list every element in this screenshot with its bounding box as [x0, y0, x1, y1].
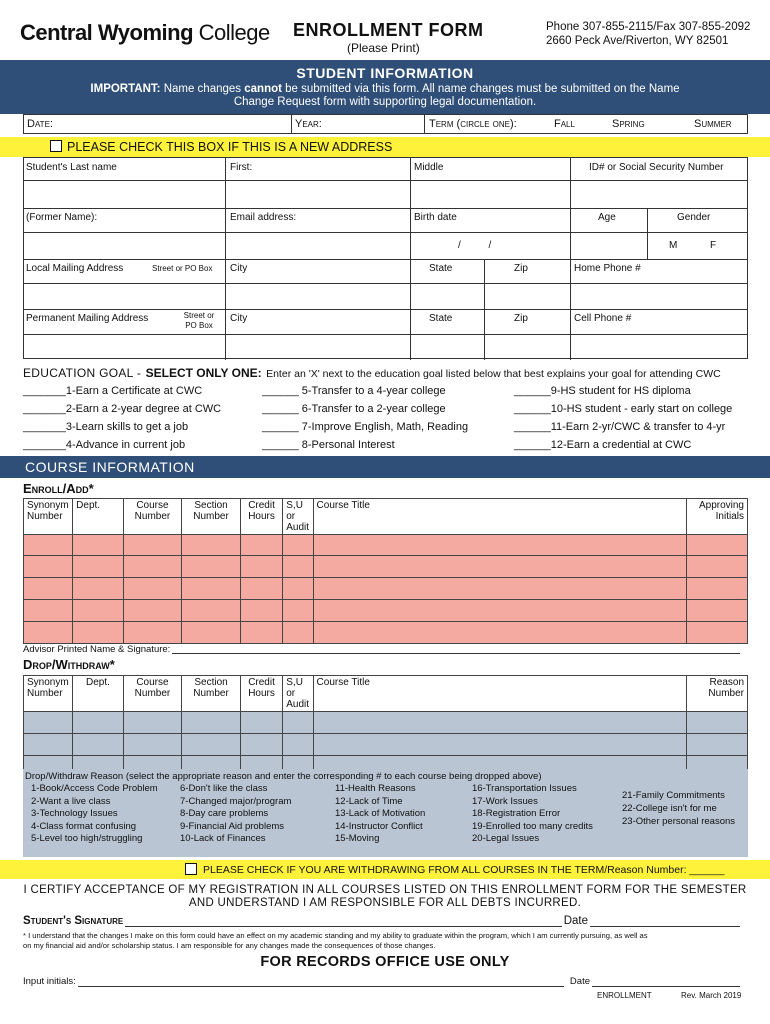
- first-name-label: First:: [230, 162, 253, 173]
- enroll-header-dept: Dept.: [73, 499, 124, 535]
- education-col-2: [262, 382, 468, 454]
- permanent-address-label: Permanent Mailing Address: [26, 313, 149, 324]
- student-signature-label: Student's Signature: [23, 915, 124, 927]
- year-label: Year:: [295, 118, 322, 130]
- enroll-header-su-audit: S,U or Audit: [283, 499, 313, 535]
- birth-date-label: Birth date: [414, 212, 457, 223]
- goal-item[interactable]: ______ 5-Transfer to a 4-year college: [262, 385, 446, 397]
- advisor-signature-line[interactable]: [172, 644, 740, 654]
- year-divider: [291, 115, 292, 133]
- term-summer[interactable]: Summer: [694, 118, 732, 130]
- reason-item: 8-Day care problems: [180, 808, 269, 819]
- gender-m-option[interactable]: M: [669, 240, 678, 251]
- permanent-address-field[interactable]: [24, 335, 224, 359]
- home-phone-label: Home Phone #: [574, 263, 641, 274]
- drop-header-reason: Reason Number: [687, 676, 748, 712]
- birth-date-field[interactable]: / /: [458, 240, 492, 251]
- table-row[interactable]: [24, 622, 748, 644]
- gender-label: Gender: [677, 212, 711, 223]
- cell-phone-label: Cell Phone #: [574, 313, 632, 324]
- education-instructions: Enter an 'X' next to the education goal listed below that best explains your goal for attending CWC: [266, 368, 721, 380]
- reasons-col-4: [472, 783, 593, 846]
- term-label: Term (circle one):: [429, 118, 517, 130]
- reasons-col-2: [180, 783, 291, 846]
- table-row[interactable]: [24, 556, 748, 578]
- college-name-regular: College: [198, 20, 270, 45]
- reason-item: 23-Other personal reasons: [622, 816, 736, 827]
- reason-item: 21-Family Commitments: [622, 790, 725, 801]
- new-address-bar: [0, 137, 770, 157]
- local-address-field[interactable]: [24, 284, 224, 309]
- age-label: Age: [598, 212, 616, 223]
- reason-item: 12-Lack of Time: [335, 795, 403, 807]
- goal-item[interactable]: ______11-Earn 2-yr/CWC & transfer to 4-yr: [514, 421, 726, 433]
- enroll-add-label: Enroll/Add*: [23, 481, 94, 496]
- education-select-one: SELECT ONLY ONE:: [145, 366, 262, 380]
- term-spring[interactable]: Spring: [612, 118, 645, 130]
- footer-form-name: ENROLLMENT: [597, 991, 652, 1000]
- permanent-zip-label: Zip: [514, 313, 528, 324]
- education-col-1: [23, 382, 221, 454]
- id-ssn-field[interactable]: [571, 181, 747, 208]
- local-zip-label: Zip: [514, 263, 528, 274]
- reason-item: 1-Book/Access Code Problem: [31, 783, 158, 794]
- reason-item: 5-Level too high/struggling: [31, 833, 143, 844]
- withdraw-all-bar: [0, 860, 770, 879]
- new-address-label: PLEASE CHECK THIS BOX IF THIS IS A NEW ADDRESS: [67, 140, 393, 154]
- withdraw-all-checkbox[interactable]: [185, 863, 197, 875]
- permanent-street-hint: Street or PO Box: [183, 311, 215, 330]
- reason-item: 19-Enrolled too many credits: [472, 820, 593, 832]
- records-date-line[interactable]: [592, 976, 740, 987]
- goal-item[interactable]: _______4-Advance in current job: [23, 439, 186, 451]
- former-name-field[interactable]: [24, 233, 224, 259]
- goal-item[interactable]: ______12-Earn a credential at CWC: [514, 439, 692, 451]
- term-fall[interactable]: Fall: [554, 118, 575, 130]
- please-print: (Please Print): [347, 41, 420, 55]
- date-label: Date:: [27, 118, 53, 130]
- enroll-header-section: Section Number: [182, 499, 241, 535]
- last-name-field[interactable]: [24, 181, 224, 208]
- reason-item: 6-Don't like the class: [180, 783, 268, 794]
- drop-header-credit: Credit Hours: [240, 676, 282, 712]
- college-address: 2660 Peck Ave/Riverton, WY 82501: [546, 35, 729, 47]
- reason-item: 10-Lack of Finances: [180, 833, 266, 844]
- input-initials-label: Input initials:: [23, 976, 76, 987]
- reason-item: 16-Transportation Issues: [472, 783, 577, 794]
- local-city-label: City: [230, 263, 248, 274]
- drop-header-section: Section Number: [182, 676, 241, 712]
- student-signature-line[interactable]: [125, 915, 561, 927]
- course-info-banner: [0, 456, 770, 478]
- reason-item: 7-Changed major/program: [180, 795, 292, 807]
- reason-item: 15-Moving: [335, 833, 380, 844]
- gender-f-option[interactable]: F: [710, 240, 717, 251]
- goal-item[interactable]: ______ 6-Transfer to a 2-year college: [262, 403, 446, 415]
- advisor-label: Advisor Printed Name & Signature:: [23, 644, 171, 655]
- reason-item: 22-College isn't for me: [622, 803, 717, 814]
- goal-item[interactable]: ______10-HS student - early start on college: [514, 403, 733, 415]
- table-row[interactable]: [24, 578, 748, 600]
- goal-item[interactable]: ______ 7-Improve English, Math, Reading: [262, 421, 469, 433]
- reason-item: 20-Legal Issues: [472, 833, 540, 844]
- reasons-title: Drop/Withdraw Reason (select the appropriate reason and enter the corresponding # to each course being dropped above): [25, 771, 542, 782]
- footnote: * I understand that the changes I make on this form could have an effect on my academic standing and my ability to graduate within the program, which I am currently pursuing, as well as on my financial aid and/or scholarship status. I am responsible for any changes made the consequences of those changes.: [23, 931, 648, 950]
- enroll-table: [23, 498, 748, 644]
- reason-item: 2-Want a live class: [31, 795, 111, 807]
- student-info-title: STUDENT INFORMATION: [296, 65, 474, 81]
- enroll-header-title: Course Title: [313, 499, 687, 535]
- footer-revision: Rev. March 2019: [681, 991, 742, 1000]
- withdraw-all-label: PLEASE CHECK IF YOU ARE WITHDRAWING FROM ALL COURSES IN THE TERM/Reason Number: ______: [203, 864, 725, 876]
- id-ssn-label: ID# or Social Security Number: [589, 162, 724, 173]
- advisor-signature-row: [23, 644, 740, 655]
- permanent-state-label: State: [429, 313, 453, 324]
- drop-header-su-audit: S,U or Audit: [283, 676, 313, 712]
- goal-item[interactable]: _______1-Earn a Certificate at CWC: [23, 385, 203, 397]
- middle-name-field[interactable]: [411, 181, 570, 208]
- signature-date-label: Date: [563, 915, 588, 927]
- table-row[interactable]: [24, 734, 748, 756]
- drop-header-title: Course Title: [313, 676, 687, 712]
- student-info-grid: [23, 157, 748, 359]
- drop-header-synonym: Synonym Number: [24, 676, 73, 712]
- first-name-field[interactable]: [226, 181, 410, 208]
- term-divider: [424, 115, 425, 133]
- reason-item: 9-Financial Aid problems: [180, 820, 285, 832]
- reasons-col-3: [335, 783, 425, 846]
- education-col-3: [514, 382, 732, 454]
- table-row[interactable]: [24, 712, 748, 734]
- table-row[interactable]: [24, 535, 748, 556]
- reasons-col-5: [622, 789, 735, 828]
- goal-item[interactable]: _______2-Earn a 2-year degree at CWC: [23, 403, 222, 415]
- table-row[interactable]: [24, 600, 748, 622]
- goal-item[interactable]: ______ 8-Personal Interest: [262, 439, 395, 451]
- reasons-box: [23, 769, 748, 857]
- permanent-city-label: City: [230, 313, 248, 324]
- records-office-row: [23, 976, 740, 987]
- college-name-bold: Central Wyoming: [20, 20, 194, 45]
- enroll-header-synonym: Synonym Number: [24, 499, 73, 535]
- reason-item: 4-Class format confusing: [31, 820, 137, 832]
- input-initials-line[interactable]: [78, 976, 564, 987]
- drop-table: [23, 675, 748, 778]
- reason-item: 13-Lack of Motivation: [335, 808, 426, 819]
- drop-header-course-number: Course Number: [123, 676, 182, 712]
- records-office-title: FOR RECORDS OFFICE USE ONLY: [260, 954, 510, 970]
- goal-item[interactable]: ______9-HS student for HS diploma: [514, 385, 691, 397]
- email-field[interactable]: [226, 233, 410, 259]
- local-address-label: Local Mailing Address: [26, 263, 124, 274]
- local-state-label: State: [429, 263, 453, 274]
- reason-item: 17-Work Issues: [472, 795, 538, 807]
- certify-statement: I CERTIFY ACCEPTANCE OF MY REGISTRATION IN ALL COURSES LISTED ON THIS ENROLLMENT FORM FOR THE SEMESTER AND UNDERSTAND I AM RESPONSIBLE FOR ALL DEBTS INCURRED.: [23, 884, 747, 909]
- reason-item: 14-Instructor Conflict: [335, 820, 423, 832]
- important-note: IMPORTANT: Name changes cannot be submitted via this form. All name changes must be submitted on the Name Change Request form with supporting legal documentation.: [90, 83, 680, 108]
- reasons-col-1: [31, 783, 158, 846]
- records-date-label: Date: [569, 976, 590, 987]
- email-label: Email address:: [230, 212, 297, 223]
- age-field[interactable]: [571, 233, 647, 259]
- local-street-hint: Street or PO Box: [152, 264, 213, 273]
- last-name-label: Student's Last name: [26, 162, 117, 173]
- course-info-title: COURSE INFORMATION: [25, 459, 195, 475]
- phone-fax: Phone 307-855-2115/Fax 307-855-2092: [546, 21, 751, 33]
- college-logo: [20, 20, 270, 46]
- goal-item[interactable]: _______3-Learn skills to get a job: [23, 421, 189, 433]
- education-goal-header: [23, 364, 721, 382]
- signature-date-line[interactable]: [590, 915, 740, 927]
- education-goal-label: EDUCATION GOAL -: [23, 366, 142, 380]
- enroll-header-credit: Credit Hours: [240, 499, 282, 535]
- new-address-checkbox[interactable]: [50, 140, 62, 152]
- reason-item: 3-Technology Issues: [31, 808, 118, 819]
- drop-withdraw-label: Drop/Withdraw*: [23, 657, 115, 672]
- date-year-term-row: [23, 114, 748, 134]
- drop-header-dept: Dept.: [73, 676, 124, 712]
- former-name-label: (Former Name):: [26, 212, 98, 223]
- middle-name-label: Middle: [414, 162, 444, 173]
- form-title: ENROLLMENT FORM: [293, 20, 484, 40]
- reason-item: 11-Health Reasons: [335, 783, 416, 794]
- enroll-header-initials: Approving Initials: [687, 499, 748, 535]
- student-info-banner: [0, 60, 770, 114]
- enroll-header-course-number: Course Number: [123, 499, 182, 535]
- student-signature-row: [23, 915, 740, 927]
- reason-item: 18-Registration Error: [472, 808, 561, 819]
